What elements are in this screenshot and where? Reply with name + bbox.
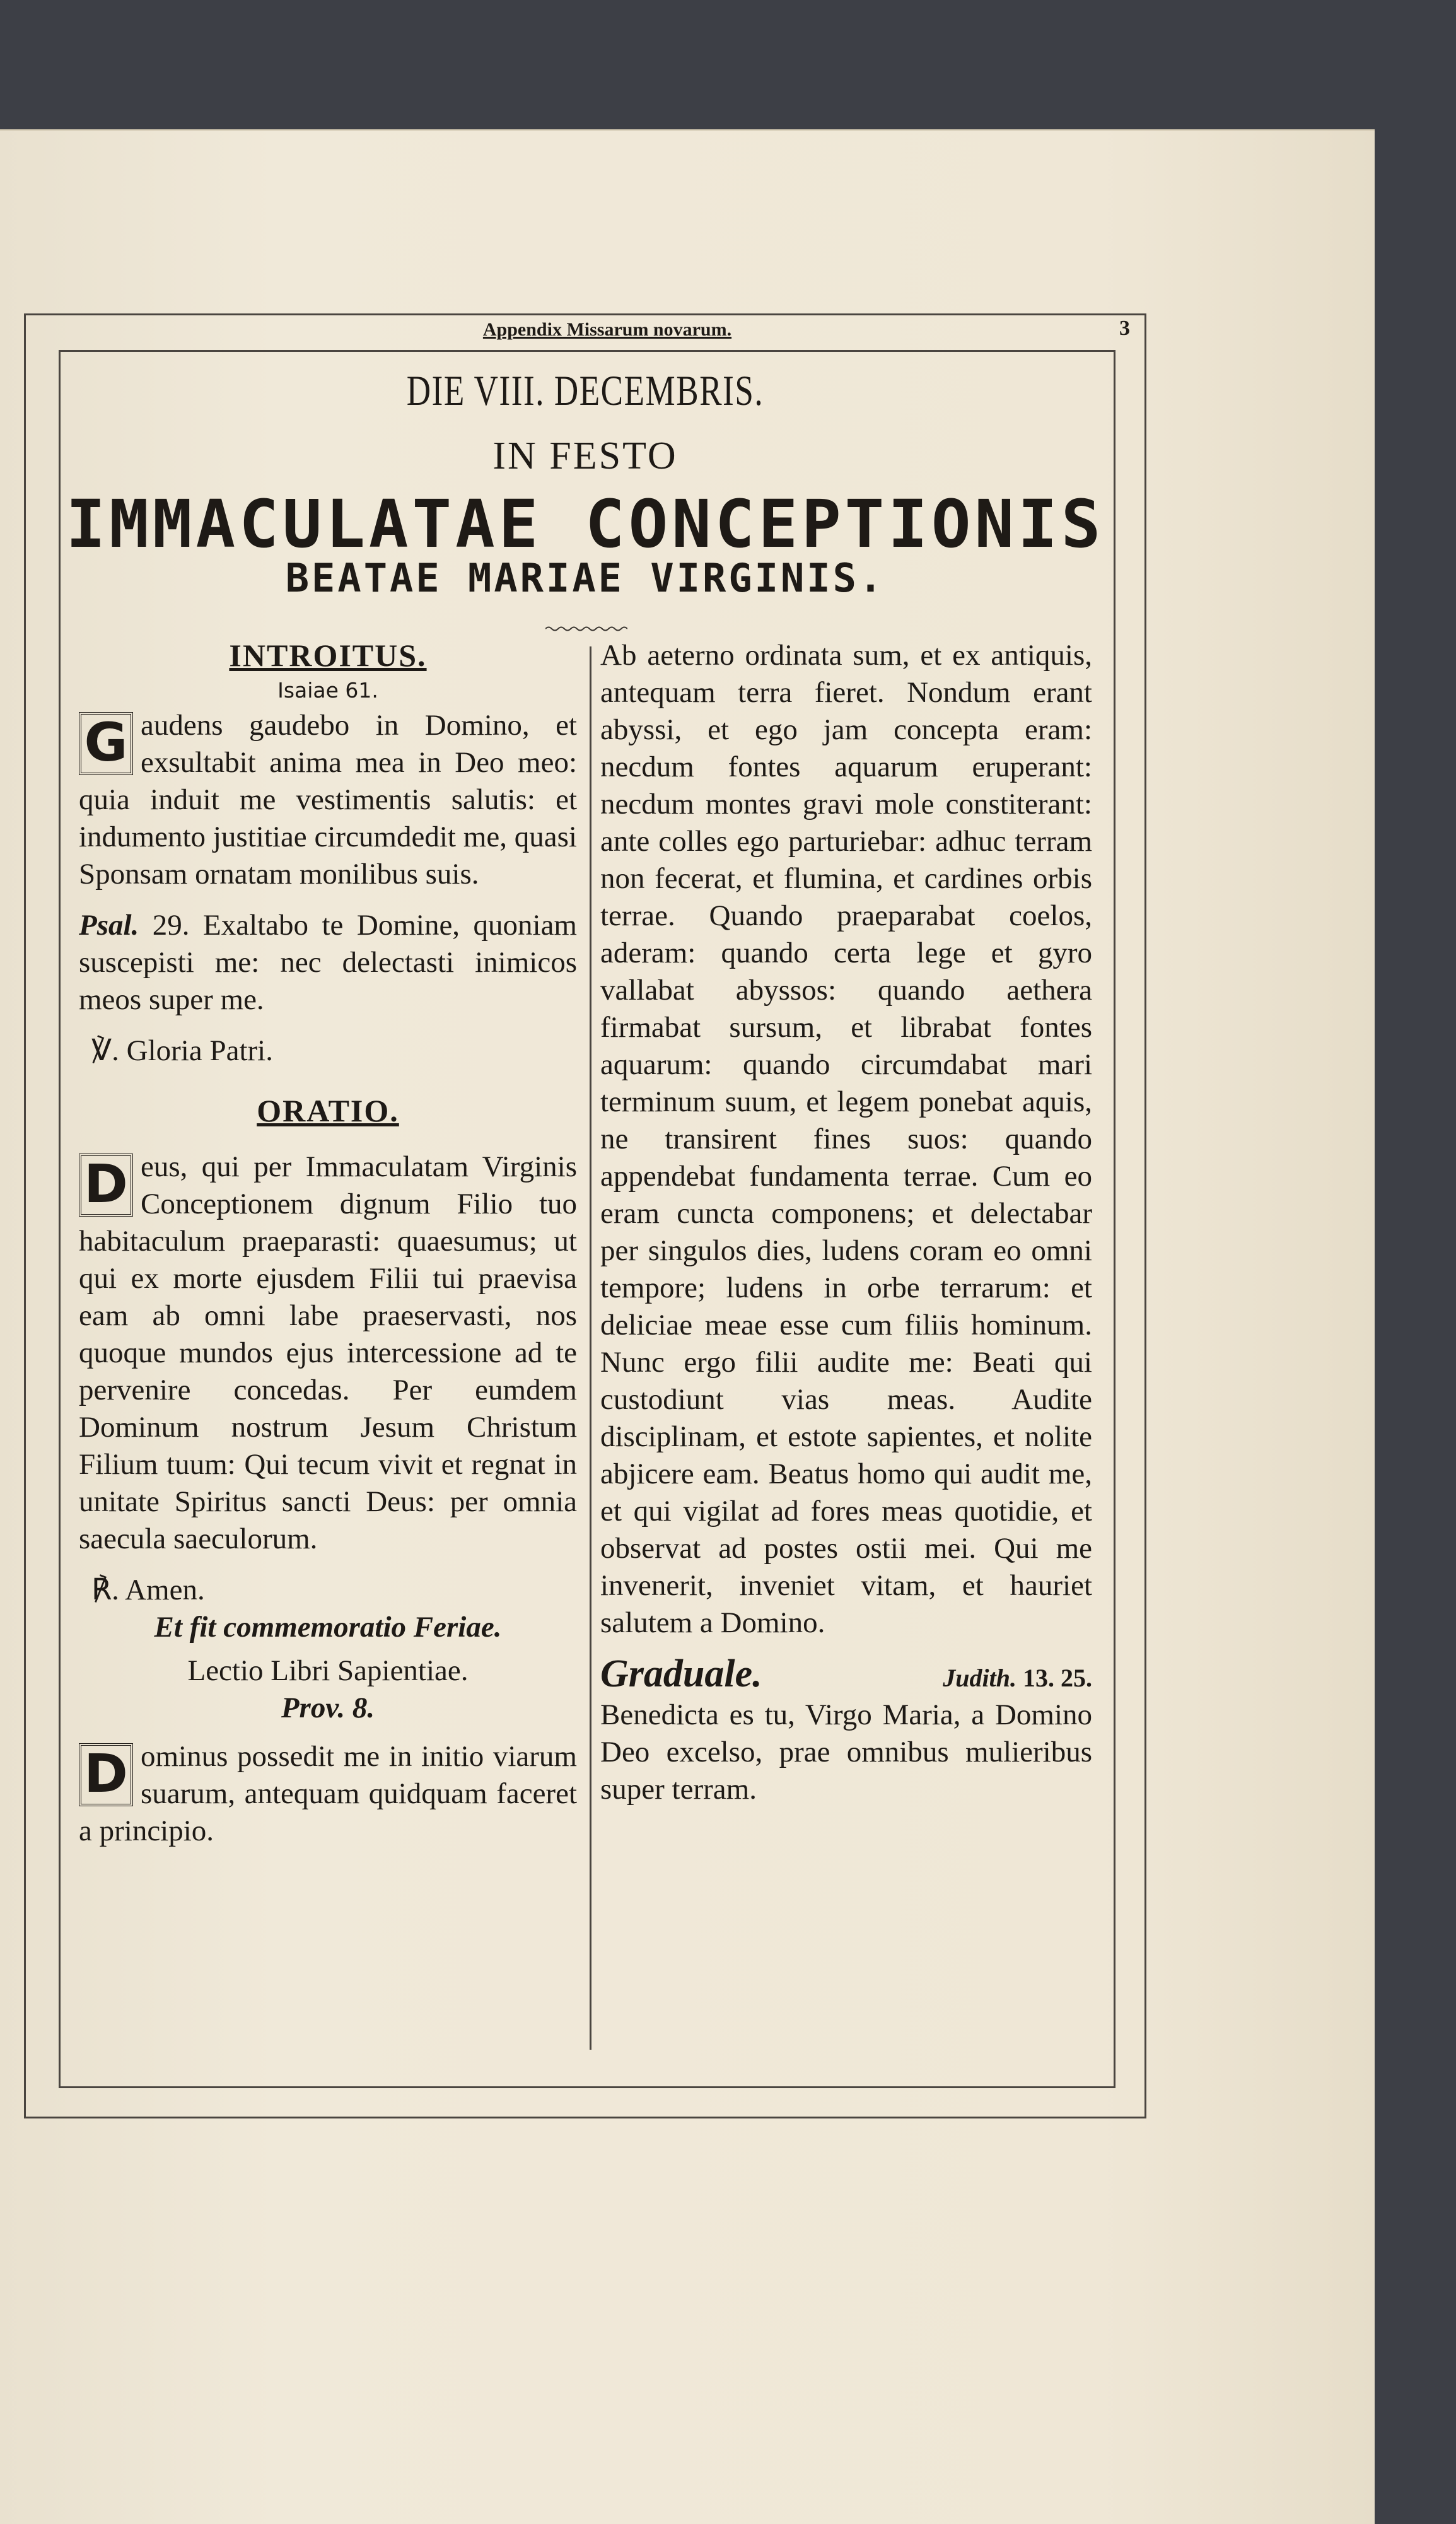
lectio-body: ominus possedit me in initio viarum suarum, antequam quidquam faceret a principio. bbox=[79, 1740, 577, 1847]
introitus-title: INTROITUS. bbox=[229, 638, 427, 673]
introitus-text bbox=[79, 707, 577, 893]
feast-subtitle: BEATAE MARIAE VIRGINIS. bbox=[285, 555, 885, 601]
feast-main-title: IMMACULATAE CONCEPTIONIS bbox=[66, 486, 1105, 563]
response-text: Amen. bbox=[125, 1574, 205, 1606]
feast-date: DIE VIII. DECEMBRIS. bbox=[406, 366, 764, 414]
versicle-symbol: ℣. bbox=[91, 1034, 119, 1067]
lectio-continued: Ab aeterno ordinata sum, et ex antiquis, antequam terra fieret. Nondum erant abyssi, et ego jam concepta eram: necdum fontes aquarum eruperant: necdum montes gravi mole constiterant: ante colles ego parturiebar: adhuc terram non fecerat, et flumina, et cardines orbis terrae. Quando praeparabat coelos, aderam: quando certa lege et gyro vallabat abyssos: quando aethera firmabat sursum, et librabat fontes aquarum: quando circumdabat mari terminum suum, et legem ponebat aquis, ne transirent fines suos: quando appendebat fundamenta terrae. Cum eo eram cuncta componens; et delectabar per singulos dies, ludens coram eo omni tempore; ludens in orbe terrarum: et deliciae meae esse cum filiis hominum. Nunc ergo filii audite me: Beati qui custodiunt vias meas. Audite disciplinam, et estote sapientes, et nolite abjicere eam. Beatus homo qui audit me, et qui vigilat ad fores meas quotidie, et observat ad postes ostii mei. Qui me invenerit, inveniet vitam, et hauriet salutem a Domino. bbox=[600, 639, 1092, 1639]
graduale-title: Graduale. bbox=[600, 1652, 762, 1695]
drop-cap-d: D bbox=[79, 1154, 133, 1217]
versicle-line bbox=[91, 1032, 577, 1070]
oratio-body: eus, qui per Immaculatam Virginis Conceptionem dignum Filio tuo habitaculum praeparasti: quaesumus; ut qui ex morte ejusdem Filii tui praevisa eam ab omni labe praeservasti, nos quoque mundos ejus intercessione ad te pervenire concedas. Per eumdem Dominum nostrum Jesum Christum Filium tuum: Qui tecum vivit et regnat in unitate Spiritus sancti Deus: per omnia saecula saeculorum. bbox=[79, 1150, 577, 1555]
graduale-reference bbox=[943, 1659, 1092, 1697]
versicle-text: Gloria Patri. bbox=[126, 1034, 273, 1067]
introitus-reference: Isaiae 61. bbox=[277, 678, 378, 703]
ornamental-divider bbox=[545, 624, 627, 633]
oratio-title: ORATIO. bbox=[257, 1093, 399, 1128]
running-title: Appendix Missarum novarum. bbox=[482, 319, 732, 340]
psalm-label: Psal. bbox=[79, 909, 139, 942]
psalm-text: 29. Exaltabo te Domine, quoniam suscepisti me: nec delectasti inimicos meos super me. bbox=[79, 909, 577, 1016]
lectio-title: Lectio Libri Sapientiae. bbox=[187, 1654, 469, 1687]
drop-cap-g: G bbox=[79, 712, 133, 775]
introitus-body: audens gaudebo in Domino, et exsultabit anima mea in Deo meo: quia induit me vestimentis salutis: et indumento justitiae circumdedit me, quasi Sponsam ornatam monilibus suis. bbox=[79, 709, 577, 891]
oratio-text bbox=[79, 1148, 577, 1558]
running-head bbox=[24, 317, 1143, 348]
graduale-numbers: 13. 25. bbox=[1023, 1664, 1092, 1692]
response-line bbox=[91, 1572, 577, 1609]
column-divider bbox=[590, 646, 591, 2050]
graduale-text: Benedicta es tu, Virgo Maria, a Domino Deo excelso, prae omnibus mulieribus super terram. bbox=[600, 1698, 1092, 1806]
graduale-book: Judith. bbox=[943, 1664, 1016, 1692]
response-symbol: ℟. bbox=[91, 1574, 119, 1606]
psalm-verse bbox=[79, 907, 577, 1019]
left-column bbox=[79, 637, 577, 1850]
graduale-heading bbox=[600, 1652, 1092, 1697]
lectio-reference: Prov. 8. bbox=[281, 1691, 375, 1724]
feast-label: IN FESTO bbox=[492, 435, 678, 477]
page-number: 3 bbox=[1119, 317, 1130, 340]
right-column bbox=[600, 637, 1092, 1808]
commemoration-rubric: Et fit commemoratio Feriae. bbox=[154, 1611, 502, 1644]
drop-cap-d-lectio: D bbox=[79, 1743, 133, 1806]
lectio-text bbox=[79, 1738, 577, 1850]
